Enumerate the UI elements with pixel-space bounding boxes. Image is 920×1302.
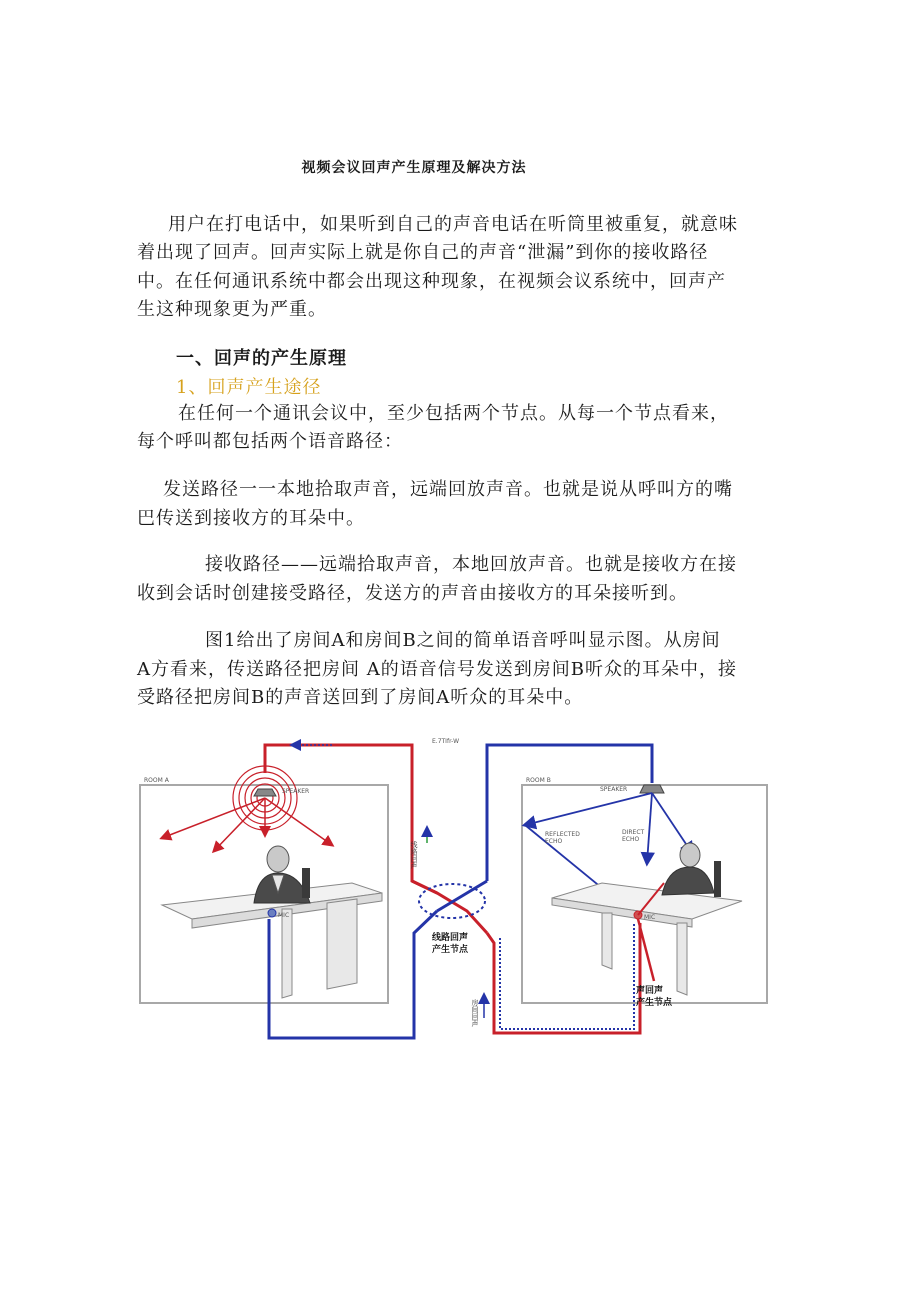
direct-echo-label-1: DIRECT <box>622 829 645 836</box>
room-b-mic-label: MIC <box>644 914 656 921</box>
room-a-mic <box>268 909 276 917</box>
room-b-person <box>662 843 721 897</box>
room-a-sound-arrow-mid-left <box>214 798 265 851</box>
room-echo-vertical-label: 房间回声 <box>471 999 479 1027</box>
line-echo-vertical-label: 线路回声 <box>410 841 418 869</box>
room-b-label: ROOM B <box>526 777 551 784</box>
room-a-person <box>254 846 310 903</box>
line-echo-node-label-2: 产生节点 <box>432 945 469 955</box>
figure-caption-line-3: 受路径把房间B的声音送回到了房间A听众的耳朵中。 <box>137 687 584 708</box>
room-a-speaker-label: SPEAKER <box>282 788 310 795</box>
send-path-line-1: 发送路径一一本地拾取声音，远端回放声音。也就是说从呼叫方的嘴 <box>163 479 733 500</box>
room-b-desk <box>552 883 742 995</box>
nodes-paragraph-line-1: 在任何一个通讯会议中，至少包括两个节点。从每一个节点看来， <box>178 403 729 424</box>
receive-path-line-1: 接收路径——远端拾取声音，本地回放声音。也就是接收方在接 <box>205 554 737 575</box>
room-b-speaker-label: SPEAKER <box>600 786 628 793</box>
page-title: 视频会议回声产生原理及解决方法 <box>301 160 527 176</box>
room-a-mic-label: MIC <box>278 912 290 919</box>
intro-paragraph-line-4: 生这种现象更为严重。 <box>137 299 327 320</box>
figure-caption-line-2: A方看来，传送路径把房间 A的语音信号发送到房间B听众的耳朵中，接 <box>137 659 737 680</box>
room-echo-node-label-1: 声回声 <box>636 986 664 996</box>
reflected-echo-label-2: ECHO <box>545 838 563 845</box>
figure-caption-line-1: 图1给出了房间A和房间B之间的简单语音呼叫显示图。从房间 <box>205 630 721 651</box>
intro-paragraph-line-1: 用户在打电话中，如果听到自己的声音电话在听筒里被重复，就意味 <box>168 214 738 235</box>
intro-paragraph-line-2: 着出现了回声。回声实际上就是你自己的声音“泄漏”到你的接收路径 <box>137 242 709 263</box>
diagram-top-label: E.7TIfr-W <box>432 738 459 745</box>
receive-path-line-2: 收到会话时创建接受路径，发送方的声音由接收方的耳朵接听到。 <box>137 583 688 604</box>
intro-paragraph-line-3: 中。在任何通讯系统中都会出现这种现象，在视频会议系统中，回声产 <box>137 271 726 292</box>
red-signal-path-b <box>487 923 640 1033</box>
room-a-label: ROOM A <box>144 777 169 784</box>
reflected-echo-label-1: REFLECTED <box>545 831 580 838</box>
section-heading: 一、回声的产生原理 <box>176 348 347 369</box>
room-b-speaker <box>640 785 664 793</box>
room-a-sound-arrow-left <box>162 798 265 838</box>
send-path-line-2: 巴传送到接收方的耳朵中。 <box>137 508 365 529</box>
direct-echo-label-2: ECHO <box>622 836 640 843</box>
line-echo-node-label-1: 线路回声 <box>432 933 469 943</box>
blue-dotted-return <box>500 923 634 1029</box>
reflected-echo-arrow-1 <box>525 793 652 825</box>
red-signal-path-a <box>265 745 437 893</box>
room-echo-node-label-2: 产生节点 <box>636 998 673 1008</box>
direct-echo-arrow <box>647 793 652 863</box>
subsection-heading: 1、回声产生途径 <box>176 377 322 398</box>
echo-diagram <box>132 733 772 1051</box>
nodes-paragraph-line-2: 每个呼叫都包括两个语音路径： <box>137 431 403 452</box>
